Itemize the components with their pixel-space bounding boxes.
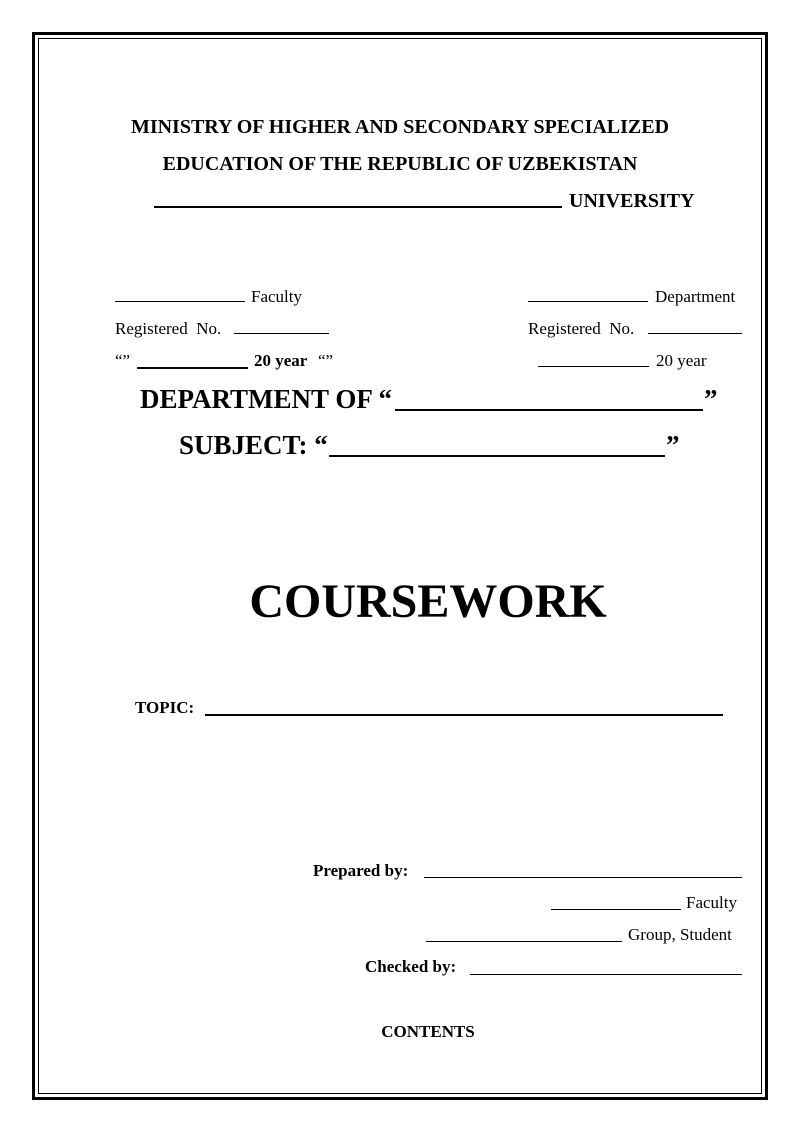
subject-label: SUBJECT: “ (179, 430, 328, 460)
department-blank (528, 301, 648, 302)
date-blank-right (538, 366, 649, 367)
checked-by-blank (470, 974, 742, 975)
date-open-quote: “” (115, 351, 131, 370)
ministry-heading-line2: EDUCATION OF THE REPUBLIC OF UZBEKISTAN (162, 153, 638, 175)
year-label-right: 20 year (656, 351, 707, 370)
subject-close-quote: ” (666, 430, 680, 460)
registered-no-blank-left (234, 333, 329, 334)
faculty-label: Faculty (251, 287, 302, 306)
department-of-label: DEPARTMENT OF “ (140, 384, 393, 414)
registered-no-blank-right (648, 333, 742, 334)
coursework-title: COURSEWORK (249, 575, 607, 628)
checked-by-label: Checked by: (365, 957, 457, 976)
topic-label: TOPIC: (135, 698, 195, 717)
faculty-blank (115, 301, 245, 302)
student-faculty-blank (551, 909, 681, 910)
year-quote-left: “” (318, 351, 334, 370)
group-student-blank (426, 941, 622, 942)
department-label: Department (655, 287, 736, 306)
prepared-by-label: Prepared by: (313, 861, 409, 880)
registered-no-label-right: Registered No. (528, 319, 635, 338)
date-blank-left (137, 367, 248, 369)
subject-blank (329, 455, 665, 457)
group-student-label: Group, Student (628, 925, 732, 944)
student-faculty-label: Faculty (686, 893, 737, 912)
university-name-blank (154, 206, 562, 208)
topic-blank (205, 714, 723, 716)
year-label-left: 20 year (254, 351, 308, 370)
department-of-blank (395, 409, 703, 411)
department-of-close-quote: ” (704, 384, 718, 414)
ministry-heading-line1: MINISTRY OF HIGHER AND SECONDARY SPECIALIZED (130, 116, 670, 138)
university-label: UNIVERSITY (569, 190, 695, 212)
contents-heading: CONTENTS (381, 1022, 475, 1041)
registered-no-label-left: Registered No. (115, 319, 222, 338)
prepared-by-blank (424, 877, 742, 878)
